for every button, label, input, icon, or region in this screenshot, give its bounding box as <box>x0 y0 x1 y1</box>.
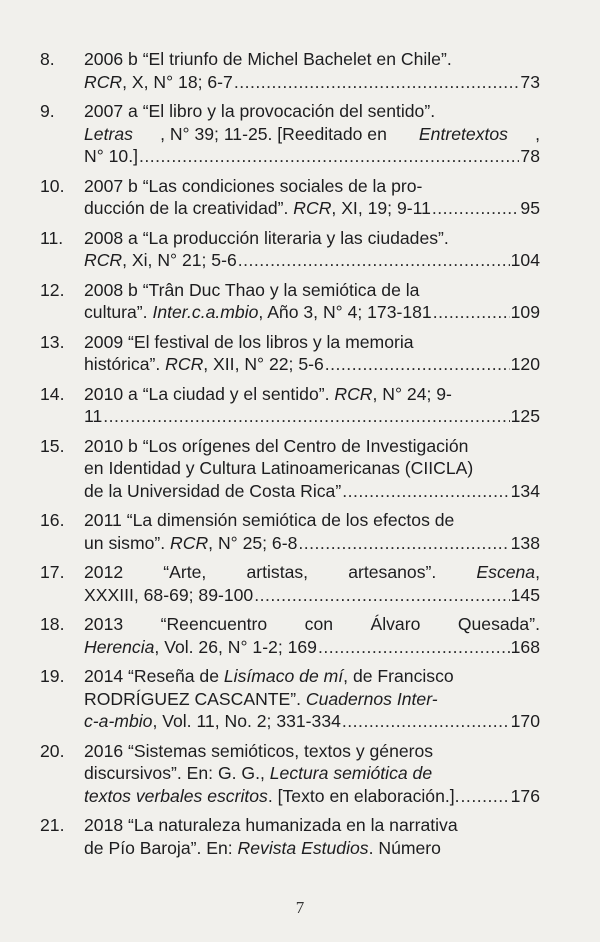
entry-text: . [Texto en elaboración.]. <box>267 785 460 806</box>
entry-text: con <box>304 614 334 634</box>
entry-text: 2016 “Sistemas semióticos, textos y géneros <box>84 740 434 761</box>
entry-text: , N° 25; 6-8 <box>208 532 298 553</box>
entry-text: artistas, <box>246 562 309 582</box>
entry-line <box>84 145 540 168</box>
entry-page-number: 138 <box>510 532 540 553</box>
entry-page-number: 109 <box>510 302 540 322</box>
bibliography-entry <box>40 100 540 168</box>
entry-line <box>84 331 540 354</box>
entry-text: , <box>535 123 540 144</box>
entry-line <box>84 123 540 146</box>
italic-title: Escena <box>476 562 536 582</box>
dot-leader <box>234 71 520 94</box>
entry-line <box>84 710 540 733</box>
dot-leader <box>318 636 510 659</box>
entry-page-number: 145 <box>510 584 540 605</box>
dot-leader <box>461 785 510 808</box>
entry-line <box>84 480 540 503</box>
entry-text: , N° 39; 11-25. [Reeditado en <box>160 123 392 144</box>
entry-page-number: 134 <box>510 480 540 501</box>
italic-title: Lisímaco de mí <box>223 666 344 686</box>
entry-line <box>84 837 540 860</box>
entry-text: discursivos”. En: G. G., <box>84 763 270 783</box>
entry-text: de Pío Baroja”. En: <box>84 837 238 858</box>
bibliography-entry <box>40 383 540 428</box>
entry-page-number: 176 <box>510 785 540 806</box>
entry-text: 2010 a “La ciudad y el sentido”. <box>84 383 335 404</box>
entry-line <box>84 688 540 711</box>
entry-text: , N° 24; 9- <box>372 383 452 404</box>
entry-text: ducción de la creatividad”. <box>84 198 294 218</box>
entry-page-number: 125 <box>510 406 540 426</box>
entry-page-number: 95 <box>520 198 540 218</box>
dot-leader <box>432 197 520 220</box>
bibliography-entry <box>40 331 540 376</box>
entry-line <box>84 785 540 808</box>
entry-line <box>84 762 540 785</box>
entry-line <box>84 279 540 302</box>
entry-text: cultura”. <box>84 302 153 322</box>
entry-text: 2013 <box>84 614 124 634</box>
entry-line <box>84 636 540 659</box>
entry-number: 10. <box>40 175 65 196</box>
entry-number: 11. <box>40 227 64 248</box>
entry-page-number: 104 <box>510 250 540 270</box>
bibliography-entry <box>40 279 540 324</box>
bibliography-entry <box>40 561 540 606</box>
entry-number: 12. <box>40 279 65 300</box>
entry-text: en Identidad y Cultura Latinoamericanas (CIICLA) <box>84 458 474 478</box>
entry-text: “Reencuentro <box>160 614 268 634</box>
entry-text: 2006 b “El triunfo de Michel Bachelet en Chile”. <box>84 49 452 69</box>
entry-text: histórica”. <box>84 354 166 374</box>
entry-number: 14. <box>40 383 65 404</box>
entry-text: RODRÍGUEZ CASCANTE”. <box>84 688 306 709</box>
entry-number: 20. <box>40 740 65 761</box>
entry-number: 9. <box>40 101 55 121</box>
entry-page-number: 168 <box>510 636 540 657</box>
entry-text: , X, N° 18; 6-7 <box>122 71 233 92</box>
dot-leader <box>433 301 510 324</box>
entry-line <box>84 532 540 555</box>
entry-line <box>84 383 540 406</box>
italic-title: RCR <box>165 354 204 374</box>
entry-line <box>84 301 540 324</box>
italic-title: RCR <box>334 383 373 404</box>
entry-page-number: 78 <box>520 146 540 166</box>
entry-number: 16. <box>40 510 65 530</box>
entry-text: 2012 <box>84 562 124 582</box>
italic-title: Entretextos <box>418 123 508 144</box>
entry-text: , XI, 19; 9-11 <box>331 198 431 218</box>
italic-title: Inter.c.a.mbio <box>152 302 259 322</box>
italic-title: textos verbales escritos <box>84 785 268 806</box>
entry-text: Álvaro <box>370 614 421 634</box>
entry-line <box>84 405 540 428</box>
entry-text: , Vol. 26, N° 1-2; 169 <box>154 636 317 657</box>
dot-leader <box>139 145 519 168</box>
entry-page-number: 170 <box>510 711 540 731</box>
entry-text: XXXIII, 68-69; 89-100 <box>84 584 254 605</box>
entry-number: 13. <box>40 331 65 352</box>
entry-line <box>84 665 540 688</box>
bibliography-entry <box>40 814 540 859</box>
dot-leader <box>103 405 509 428</box>
dot-leader <box>254 584 509 607</box>
italic-title: Letras <box>84 123 133 144</box>
entry-line <box>84 814 540 837</box>
entry-text: , de Francisco <box>343 666 454 686</box>
entry-line <box>84 457 540 480</box>
entry-number: 17. <box>40 562 65 582</box>
bibliography-entry <box>40 48 540 93</box>
italic-title: Herencia <box>84 636 155 657</box>
entry-line <box>84 561 540 584</box>
italic-title: RCR <box>293 198 332 218</box>
entry-text: 2007 b “Las condiciones sociales de la pro- <box>84 175 423 196</box>
bibliography-entry <box>40 227 540 272</box>
italic-title: Cuadernos Inter- <box>305 688 438 709</box>
entry-line <box>84 353 540 376</box>
entry-line <box>84 740 540 763</box>
dot-leader <box>325 353 510 376</box>
entry-text: de la Universidad de Costa Rica” <box>84 480 342 501</box>
entry-text: artesanos”. <box>348 562 437 582</box>
italic-title: RCR <box>84 71 123 92</box>
bibliography-entry <box>40 509 540 554</box>
entry-text: 2014 “Reseña de <box>84 666 224 686</box>
entry-number: 21. <box>40 815 65 835</box>
entry-page-number: 73 <box>520 71 540 92</box>
entry-text: , XII, N° 22; 5-6 <box>203 354 324 374</box>
entry-text: , Vol. 11, No. 2; 331-334 <box>152 711 341 731</box>
entry-text: , Año 3, N° 4; 173-181 <box>258 302 432 322</box>
italic-title: RCR <box>84 250 123 270</box>
entry-number: 15. <box>40 435 65 456</box>
dot-leader <box>342 710 510 733</box>
entry-number: 19. <box>40 666 65 686</box>
bibliography-entry <box>40 613 540 658</box>
entry-line <box>84 71 540 94</box>
entry-text: 11 <box>84 406 103 426</box>
entry-number: 8. <box>40 49 55 69</box>
entry-line <box>84 100 540 123</box>
italic-title: c-a-mbio <box>84 711 153 731</box>
entry-text: Quesada”. <box>457 614 540 634</box>
entry-text: . Número <box>368 837 441 858</box>
entry-text: 2009 “El festival de los libros y la memoria <box>84 331 414 352</box>
entry-line <box>84 249 540 272</box>
entry-text: N° 10.] <box>84 146 138 166</box>
entry-text: “Arte, <box>163 562 207 582</box>
entry-line <box>84 435 540 458</box>
entry-line <box>84 175 540 198</box>
page-number: 7 <box>295 898 305 917</box>
entry-line <box>84 509 540 532</box>
entry-text: un sismo”. <box>84 532 171 553</box>
bibliography-entry <box>40 175 540 220</box>
entry-text: 2008 b “Trân Duc Thao y la semiótica de la <box>84 279 420 300</box>
bibliography-entry <box>40 740 540 808</box>
entry-text: 2018 “La naturaleza humanizada en la narrativa <box>84 815 458 835</box>
entry-line <box>84 613 540 636</box>
italic-title: Lectura semiótica de <box>269 763 433 783</box>
italic-title: Revista Estudios <box>237 837 369 858</box>
entry-number: 18. <box>40 614 65 634</box>
entry-line <box>84 584 540 607</box>
dot-leader <box>238 249 510 272</box>
entry-text: 2008 a “La producción literaria y las ciudades”. <box>84 227 449 248</box>
entry-page-number: 120 <box>510 354 540 374</box>
entry-line <box>84 227 540 250</box>
bibliography-entry <box>40 435 540 503</box>
entry-text: , Xi, N° 21; 5-6 <box>122 250 237 270</box>
entry-text: , <box>535 562 540 582</box>
entry-text: 2011 “La dimensión semiótica de los efectos de <box>84 510 455 530</box>
entry-line <box>84 197 540 220</box>
dot-leader <box>298 532 509 555</box>
dot-leader <box>342 480 509 503</box>
entry-text: 2010 b “Los orígenes del Centro de Investigación <box>84 435 469 456</box>
bibliography-list <box>40 48 540 866</box>
entry-text: 2007 a “El libro y la provocación del sentido”. <box>84 101 436 121</box>
italic-title: RCR <box>170 532 209 553</box>
bibliography-entry <box>40 665 540 733</box>
entry-line <box>84 48 540 71</box>
